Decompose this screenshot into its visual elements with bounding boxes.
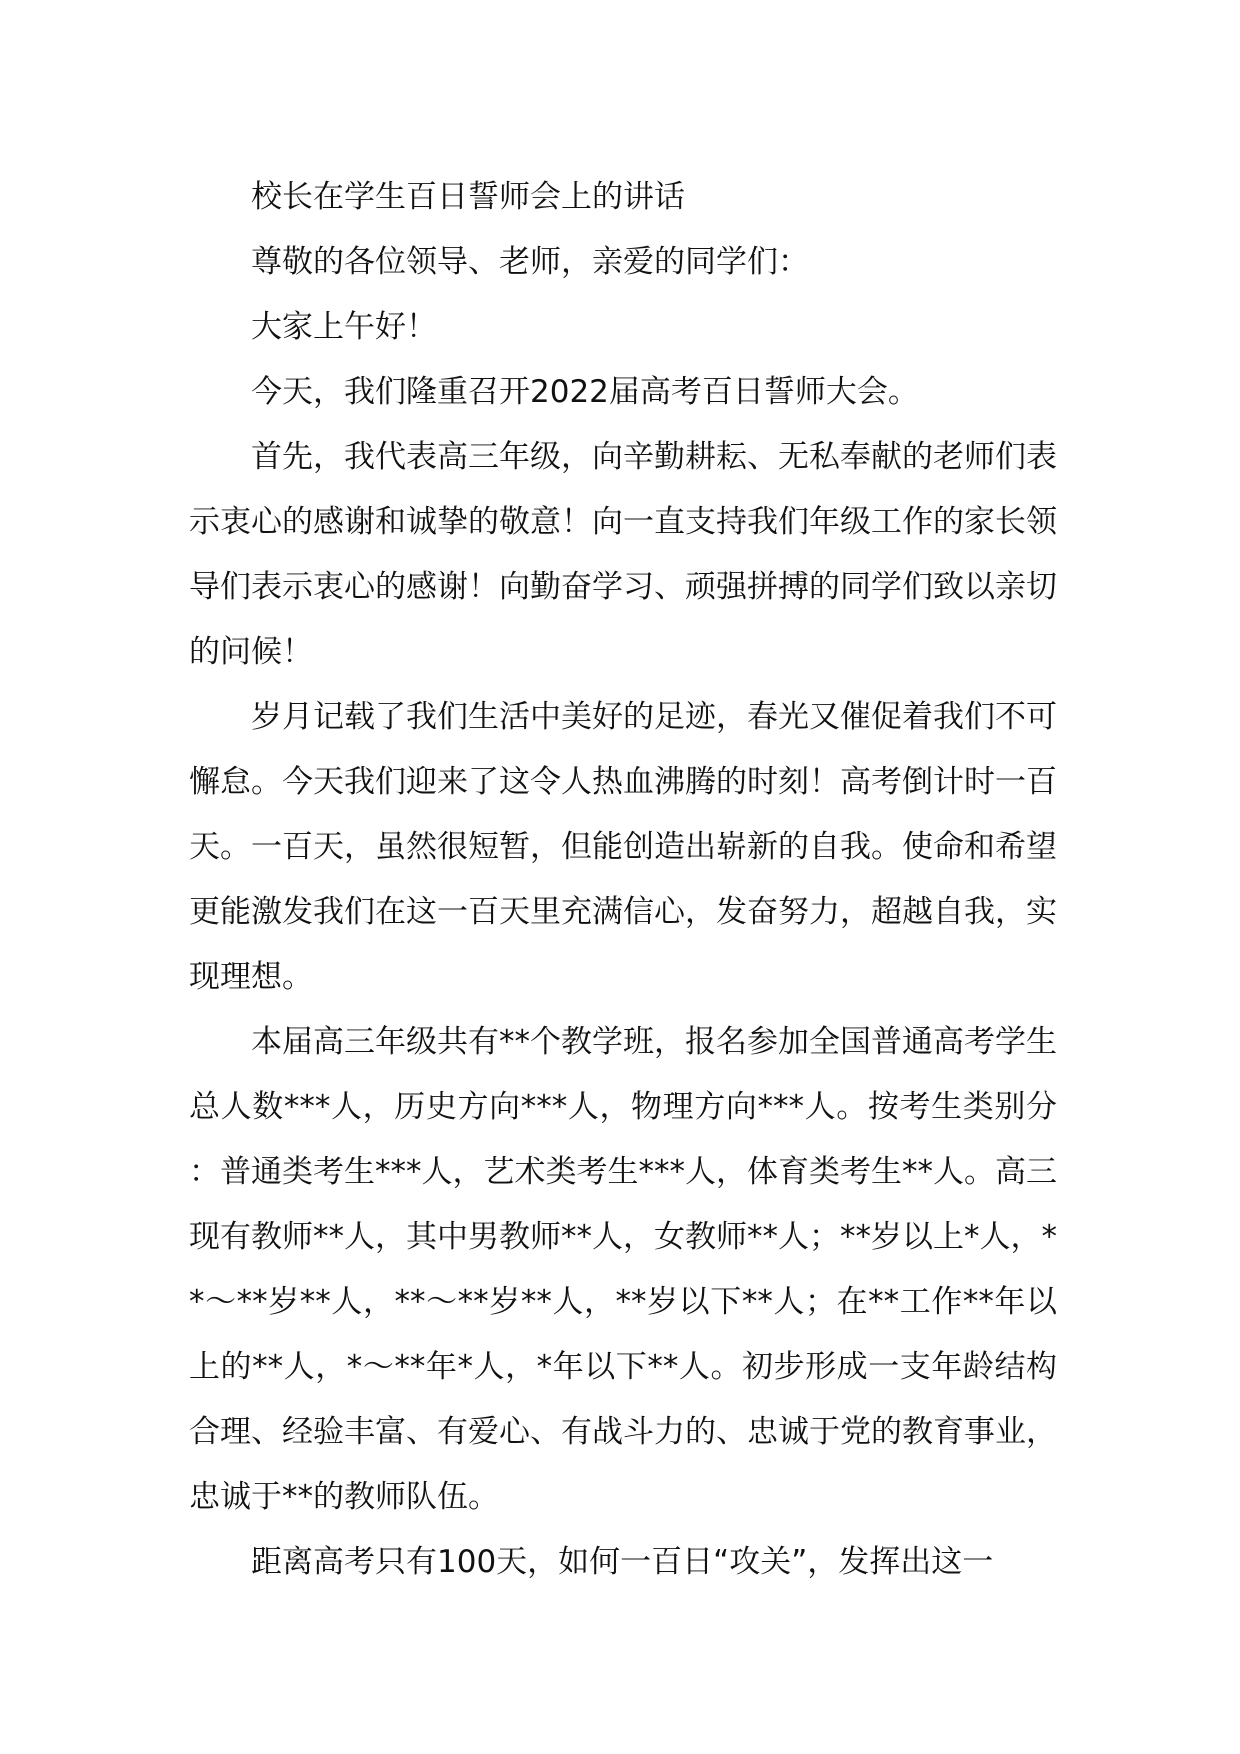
document-title: 校长在学生百日誓师会上的讲话: [251, 179, 685, 215]
salutation: 尊敬的各位领导、老师，亲爱的同学们：: [251, 244, 809, 280]
document-body: [189, 165, 1057, 1595]
paragraph-statistics: 本届高三年级共有**个教学班，报名参加全国普通高考学生总人数***人，历史方向***人，物理方向***人。按考生类别分：普通类考生***人，艺术类考生***人，体育类考生**人。高三现有教师**人，其中男教师**人，女教师**人；**岁以上*人，**～**岁**人，**～**岁**人，**岁以下**人；在**工作**年以上的**人，*～**年*人，*年以下**人。初步形成一支年龄结构合理、经验丰富、有爱心、有战斗力的、忠诚于党的教育事业，忠诚于**的教师队伍。: [189, 1024, 1057, 1515]
greeting: 大家上午好！: [251, 309, 437, 345]
paragraph-countdown: 岁月记载了我们生活中美好的足迹，春光又催促着我们不可懈怠。今天我们迎来了这令人热血沸腾的时刻！高考倒计时一百天。一百天，虽然很短暂，但能创造出崭新的自我。使命和希望更能激发我们在这一百天里充满信心，发奋努力，超越自我，实现理想。: [189, 699, 1057, 995]
paragraph-thanks: 首先，我代表高三年级，向辛勤耕耘、无私奉献的老师们表示衷心的感谢和诚挚的敬意！向一直支持我们年级工作的家长领导们表示衷心的感谢！向勤奋学习、顽强拼搏的同学们致以亲切的问候！: [189, 439, 1057, 670]
paragraph-opening: 今天，我们隆重召开2022届高考百日誓师大会。: [251, 374, 919, 410]
paragraph-challenge: 距离高考只有100天，如何一百日“攻关”，发挥出这一: [251, 1544, 994, 1580]
